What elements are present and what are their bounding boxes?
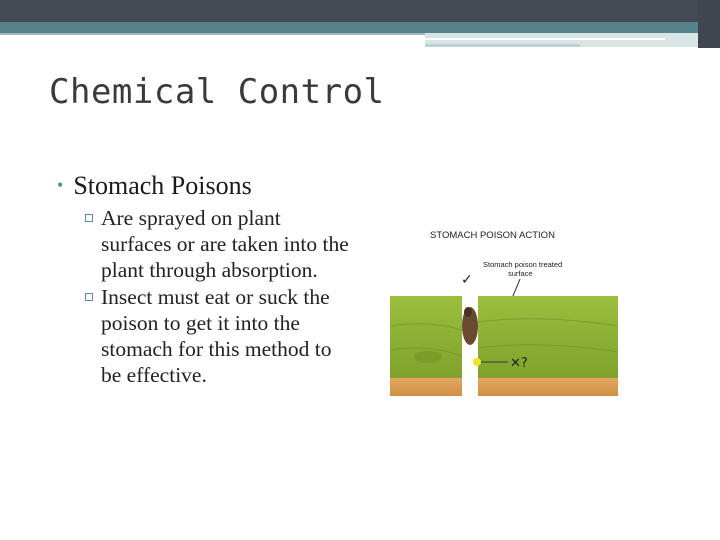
header-accent-line <box>0 33 425 35</box>
header-accent-line <box>425 44 580 47</box>
bullet-text: Stomach Poisons <box>73 171 252 200</box>
square-bullet-icon <box>85 293 93 301</box>
sub-bullet-item <box>85 284 355 388</box>
figure-annotation-line: Stomach poison treated <box>483 260 563 269</box>
sub-bullet-list <box>85 205 355 389</box>
header-accent-line <box>425 38 665 40</box>
figure-annotation-line: surface <box>508 269 533 278</box>
sub-bullet-item <box>85 205 355 283</box>
figure-heading: STOMACH POISON ACTION <box>430 230 555 241</box>
leaf-spot <box>414 351 442 363</box>
stem-layer-left <box>390 378 462 396</box>
cross-mark-icon: ✕? <box>510 356 528 371</box>
poison-droplet-icon <box>473 358 481 366</box>
sub-bullet-text: Are sprayed on plant surfaces or are taken into the plant through absorption. <box>101 206 349 282</box>
stem-layer-right <box>478 378 618 396</box>
header-band-dark <box>0 0 720 22</box>
stomach-poison-figure <box>390 222 618 427</box>
leaf-surface-left <box>390 296 462 378</box>
figure-illustration <box>390 222 618 427</box>
bullet-item <box>57 171 252 201</box>
header-accent-block <box>698 0 720 48</box>
square-bullet-icon <box>85 214 93 222</box>
bullet-dot-icon: • <box>57 175 64 195</box>
insect-head <box>464 307 472 317</box>
header-band-teal <box>0 22 720 33</box>
check-mark-icon: ✓ <box>461 272 473 288</box>
leaf-surface-right <box>478 296 618 378</box>
sub-bullet-text: Insect must eat or suck the poison to get it into the stomach for this method to be effective. <box>101 285 332 387</box>
slide-title: Chemical Control <box>49 72 385 112</box>
